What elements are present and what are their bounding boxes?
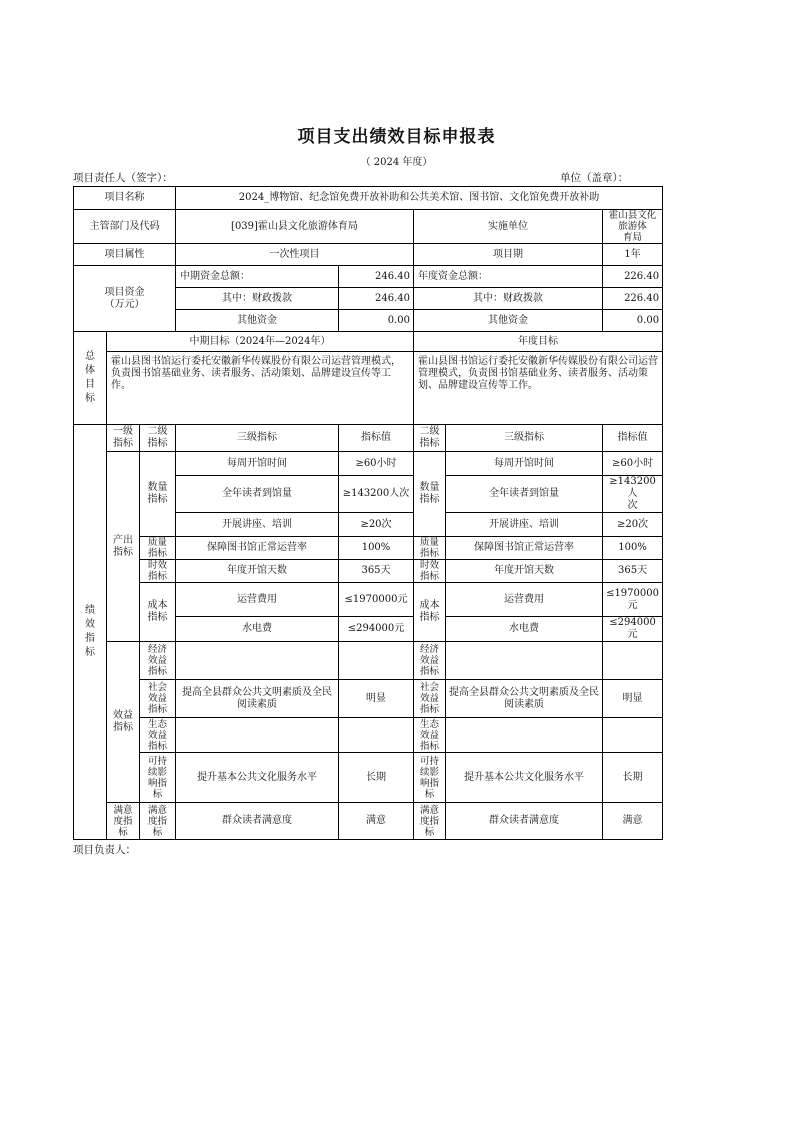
indicator-value: 100% <box>603 537 663 560</box>
indicator-value: ≤1970000 元 <box>603 583 663 617</box>
indicator-value: ≥60小时 <box>603 452 663 476</box>
satisfaction-label-mid: 满意 度指 标 <box>140 803 176 840</box>
indicator-value: 100% <box>339 537 414 560</box>
sustainability-label-mid: 可持 续影 响指 标 <box>140 753 176 803</box>
quantity-label-annual: 数量 指标 <box>414 452 446 537</box>
indicator-value: 365天 <box>603 560 663 583</box>
annual-goal-text: 霍山县图书馆运行委托安徽新华传媒股份有限公司运营管理模式，负责图书馆基础业务、读者服务、活动策划、品牌建设宣传等工作。 <box>414 352 663 425</box>
quantity-label-mid: 数量 指标 <box>140 452 176 537</box>
indicator-name: 全年读者到馆量 <box>176 476 339 513</box>
impl-unit-label: 实施单位 <box>414 210 603 244</box>
indicator-name: 年度开馆天数 <box>176 560 339 583</box>
level2-header: 二级 指标 <box>140 425 176 452</box>
ecological-label-mid: 生态 效益 指标 <box>140 718 176 753</box>
mid-total-value: 246.40 <box>339 266 414 288</box>
overall-goal-label: 总 体 目 标 <box>74 332 107 425</box>
indicator-name <box>176 642 339 680</box>
indicator-name: 群众读者满意度 <box>446 803 603 840</box>
department-label: 主管部门及代码 <box>74 210 176 244</box>
indicator-name <box>176 718 339 753</box>
annual-total-label: 年度资金总额： <box>414 266 603 288</box>
mid-goal-text: 霍山县图书馆运行委托安徽新华传媒股份有限公司运营管理模式，负责图书馆基础业务、读者服务、活动策划、品牌建设宣传等工作。 <box>107 352 414 425</box>
mid-total-label: 中期资金总额： <box>176 266 339 288</box>
mid-other-value: 0.00 <box>339 310 414 332</box>
indicator-name: 运营费用 <box>176 583 339 617</box>
indicator-value: ≥20次 <box>339 513 414 537</box>
indicator-name: 保障图书馆正常运营率 <box>446 537 603 560</box>
value-header-annual: 指标值 <box>603 425 663 452</box>
indicator-value <box>603 718 663 753</box>
annual-goal-header: 年度目标 <box>414 332 663 352</box>
project-leader-label: 项目负责人： <box>73 844 136 856</box>
indicator-value: 长期 <box>603 753 663 803</box>
quality-label-mid: 质量 指标 <box>140 537 176 560</box>
attribute-value: 一次性项目 <box>176 244 414 266</box>
social-label-mid: 社会 效益 指标 <box>140 680 176 718</box>
sustainability-label-annual: 可持 续影 响指 标 <box>414 753 446 803</box>
funds-label: 项目资金 （万元） <box>74 266 176 332</box>
performance-target-table <box>73 186 663 840</box>
output-indicators-label: 产出 指标 <box>107 452 140 642</box>
indicator-name: 开展讲座、培训 <box>176 513 339 537</box>
indicator-value: ≤1970000元 <box>339 583 414 617</box>
page-title: 项目支出绩效目标申报表 <box>297 127 496 147</box>
value-header-mid: 指标值 <box>339 425 414 452</box>
annual-fiscal-value: 226.40 <box>603 288 663 310</box>
period-value: 1年 <box>603 244 663 266</box>
timeliness-label-annual: 时效 指标 <box>414 560 446 583</box>
unit-seal-label: 单位（盖章）： <box>560 172 629 184</box>
social-label-annual: 社会 效益 指标 <box>414 680 446 718</box>
quality-label-annual: 质量 指标 <box>414 537 446 560</box>
indicator-value <box>339 642 414 680</box>
satisfaction-label-annual: 满意 度指 标 <box>414 803 446 840</box>
level1-header: 一级 指标 <box>107 425 140 452</box>
indicator-name: 提高全县群众公共文明素质及全民阅读素质 <box>176 680 339 718</box>
indicator-name <box>446 642 603 680</box>
attribute-label: 项目属性 <box>74 244 176 266</box>
indicator-name: 全年读者到馆量 <box>446 476 603 513</box>
indicator-value: ≤294000元 <box>603 617 663 642</box>
fiscal-year: （ 2024 年度） <box>360 157 433 168</box>
indicator-name: 保障图书馆正常运营率 <box>176 537 339 560</box>
indicator-value: 明显 <box>603 680 663 718</box>
benefit-indicators-label: 效益 指标 <box>107 642 140 803</box>
level3-header-annual: 三级指标 <box>446 425 603 452</box>
indicator-name: 水电费 <box>176 617 339 642</box>
period-label: 项目期 <box>414 244 603 266</box>
indicator-value: ≤294000元 <box>339 617 414 642</box>
indicator-name: 开展讲座、培训 <box>446 513 603 537</box>
indicator-name: 提升基本公共文化服务水平 <box>176 753 339 803</box>
indicator-value: 365天 <box>339 560 414 583</box>
timeliness-label-mid: 时效 指标 <box>140 560 176 583</box>
indicator-name: 水电费 <box>446 617 603 642</box>
indicator-name: 提高全县群众公共文明素质及全民阅读素质 <box>446 680 603 718</box>
project-name-value: 2024_博物馆、纪念馆免费开放补助和公共美术馆、图书馆、文化馆免费开放补助 <box>176 187 663 210</box>
annual-fiscal-label: 其中：财政拨款 <box>414 288 603 310</box>
responsible-signature-label: 项目责任人（签字）： <box>73 172 173 184</box>
indicator-value: 满意 <box>339 803 414 840</box>
indicator-value: 满意 <box>603 803 663 840</box>
performance-indicators-label: 绩 效 指 标 <box>74 425 107 840</box>
indicator-value: 明显 <box>339 680 414 718</box>
indicator-value: ≥20次 <box>603 513 663 537</box>
annual-other-value: 0.00 <box>603 310 663 332</box>
annual-other-label: 其他资金 <box>414 310 603 332</box>
indicator-value: ≥143200人 次 <box>603 476 663 513</box>
indicator-name: 年度开馆天数 <box>446 560 603 583</box>
indicator-value: ≥60小时 <box>339 452 414 476</box>
annual-total-value: 226.40 <box>603 266 663 288</box>
cost-label-mid: 成本 指标 <box>140 583 176 642</box>
project-name-label: 项目名称 <box>74 187 176 210</box>
indicator-value: ≥143200人次 <box>339 476 414 513</box>
indicator-value: 长期 <box>339 753 414 803</box>
economic-label-annual: 经济 效益 指标 <box>414 642 446 680</box>
satisfaction-indicators-label: 满意 度指 标 <box>107 803 140 840</box>
indicator-name: 运营费用 <box>446 583 603 617</box>
mid-fiscal-value: 246.40 <box>339 288 414 310</box>
mid-fiscal-label: 其中：财政拨款 <box>176 288 339 310</box>
ecological-label-annual: 生态 效益 指标 <box>414 718 446 753</box>
indicator-name: 群众读者满意度 <box>176 803 339 840</box>
indicator-value <box>603 642 663 680</box>
indicator-name: 每周开馆时间 <box>446 452 603 476</box>
indicator-value <box>339 718 414 753</box>
level3-header-mid: 三级指标 <box>176 425 339 452</box>
department-value: [039]霍山县文化旅游体育局 <box>176 210 414 244</box>
impl-unit-value: 霍山县文化旅游体 育局 <box>603 210 663 244</box>
mid-other-label: 其他资金 <box>176 310 339 332</box>
indicator-name: 每周开馆时间 <box>176 452 339 476</box>
indicator-name <box>446 718 603 753</box>
level2-header-annual: 二级 指标 <box>414 425 446 452</box>
economic-label-mid: 经济 效益 指标 <box>140 642 176 680</box>
mid-goal-header: 中期目标（2024年—2024年） <box>107 332 414 352</box>
cost-label-annual: 成本 指标 <box>414 583 446 642</box>
indicator-name: 提升基本公共文化服务水平 <box>446 753 603 803</box>
